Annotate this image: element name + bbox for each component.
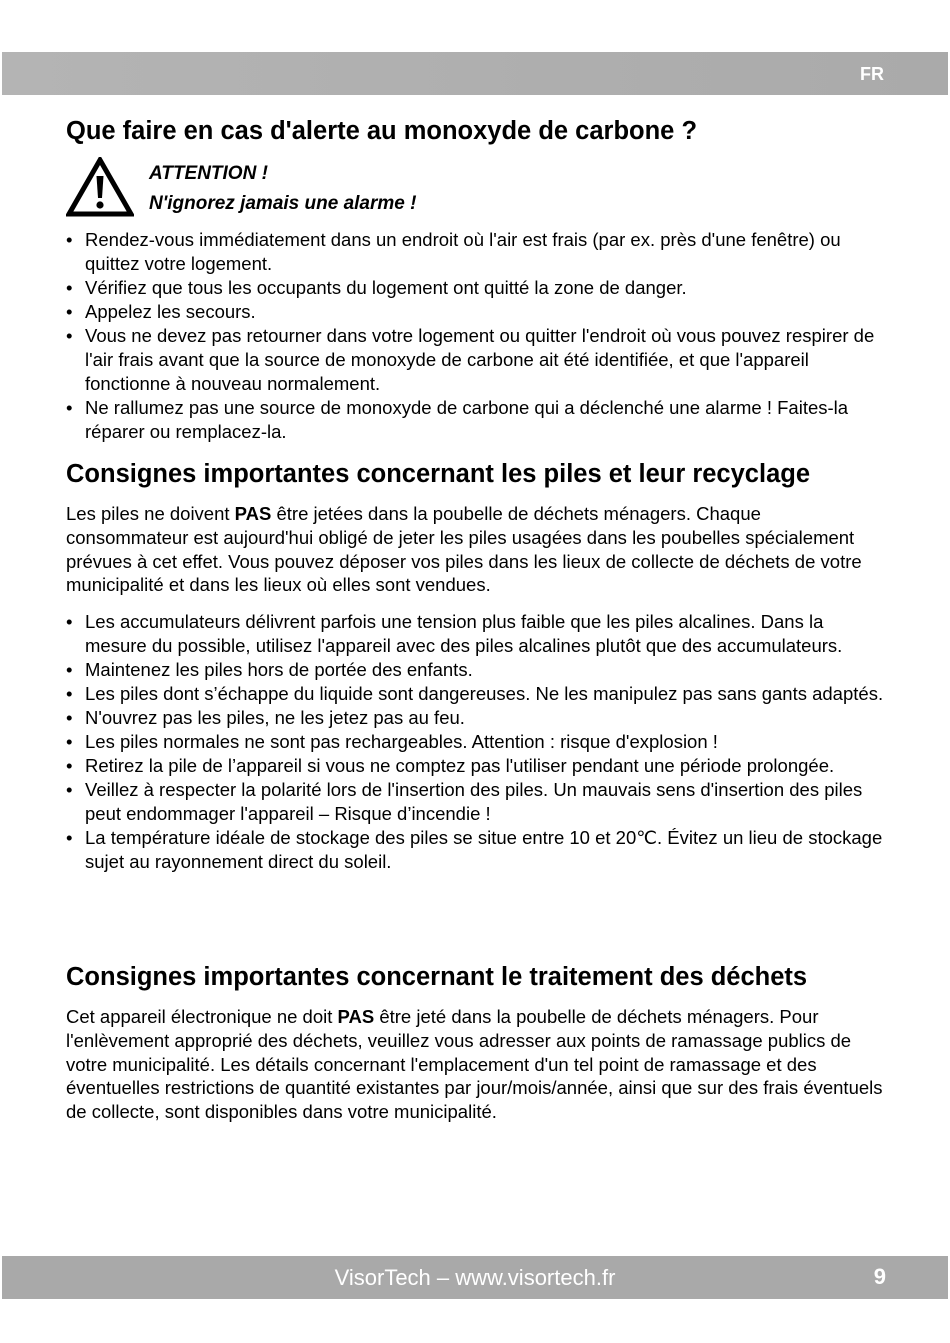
footer-website: VisorTech – www.visortech.fr [334,1265,616,1290]
warning-triangle-icon [66,157,134,217]
section-co-alert [66,116,886,146]
list-item: • Les accumulateurs délivrent parfois une tension plus faible que les piles alcalines. Dans la mesure du possible, utilisez l'appareil avec des piles alcalines plutôt que des accumulateurs. [66,610,886,658]
section-title-co-alert: Que faire en cas d'alerte au monoxyde de carbone ? [66,117,698,145]
section-batteries [66,459,886,489]
batteries-intro [66,502,886,597]
language-label: FR [860,64,884,84]
batteries-list [66,610,886,874]
list-item: • La température idéale de stockage des piles se situe entre 10 et 20℃. Évitez un lieu de stockage sujet au rayonnement direct du soleil. [66,826,886,874]
section-title-waste: Consignes importantes concernant le traitement des déchets [66,963,808,991]
text-span: être jeté dans la poubelle de déchets ménagers. Pour l'enlèvement approprié des déchets, veuillez vous adresser aux points de ramassage publics de votre municipalité. Les détails concernant l'emplacement d'un tel point de ramassage et des éventuelles restrictions de quantité existantes par jour/mois/année, ainsi que sur des frais éventuels de collecte, sont disponibles dans votre municipalité. [66,1006,883,1123]
text-span: Les piles ne doivent [66,503,235,524]
header-bar [2,52,948,95]
batteries-intro-text [66,502,886,597]
emphasis: PAS [337,1006,375,1027]
section-waste [66,962,886,992]
footer-bar [2,1256,948,1299]
waste-text [66,1005,886,1124]
list-item: • Vous ne devez pas retourner dans votre logement ou quitter l'endroit où vous pouvez respirer de l'air frais avant que la source de monoxyde de carbone ait été identifiée, et que l'appareil fonctionne à nouveau normalement. [66,324,886,396]
list-item: • Retirez la pile de l’appareil si vous ne comptez pas l'utiliser pendant une période prolongée. [66,754,886,778]
list-item: • Veillez à respecter la polarité lors de l'insertion des piles. Un mauvais sens d'insertion des piles peut endommager l'appareil – Risque d’incendie ! [66,778,886,826]
warning-heading: ATTENTION ! [149,163,268,184]
page-number: 9 [873,1264,886,1289]
text-span: Cet appareil électronique ne doit [66,1006,338,1027]
warning-text: N'ignorez jamais une alarme ! [149,193,417,214]
list-item: • Les piles dont s’échappe du liquide sont dangereuses. Ne les manipulez pas sans gants adaptés. [66,682,886,706]
list-item: • N'ouvrez pas les piles, ne les jetez pas au feu. [66,706,886,730]
list-item: • Maintenez les piles hors de portée des enfants. [66,658,886,682]
list-item: • Ne rallumez pas une source de monoxyde de carbone qui a déclenché une alarme ! Faites-la réparer ou remplacez-la. [66,396,886,444]
emphasis: PAS [234,503,272,524]
list-item: • Les piles normales ne sont pas rechargeables. Attention : risque d'explosion ! [66,730,886,754]
warning-block [66,155,766,217]
co-alert-list [66,228,886,444]
list-item: • Appelez les secours. [66,300,886,324]
list-item: • Vérifiez que tous les occupants du logement ont quitté la zone de danger. [66,276,886,300]
waste-text-block [66,1005,886,1124]
list-item: • Rendez-vous immédiatement dans un endroit où l'air est frais (par ex. près d'une fenêtre) ou quittez votre logement. [66,228,886,276]
section-title-batteries: Consignes importantes concernant les piles et leur recyclage [66,460,811,488]
text-span: être jetées dans la poubelle de déchets ménagers. Chaque consommateur est aujourd'hui obligé de jeter les piles usagées dans les poubelles spécialement prévues à cet effet. Vous pouvez déposer vos piles dans les lieux de collecte de déchets de votre municipalité et dans les lieux où elles sont vendues. [66,503,862,596]
